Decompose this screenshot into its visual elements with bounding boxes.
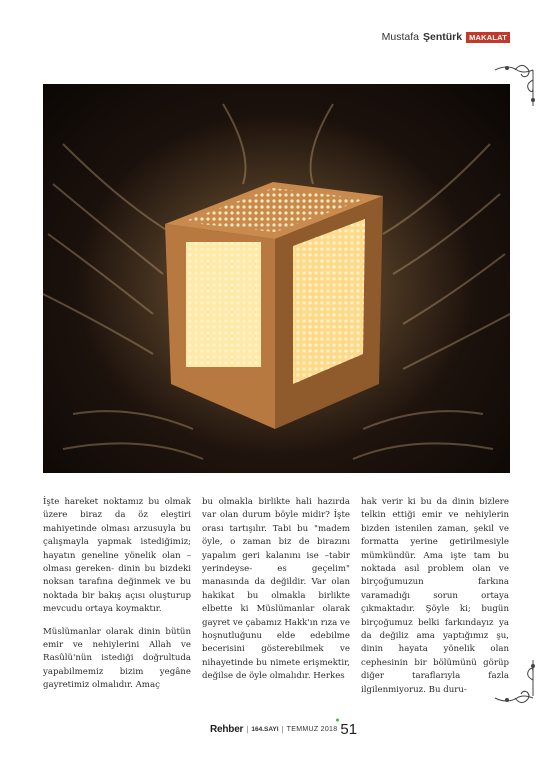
section-badge: MAKALAT	[466, 32, 510, 43]
footer-separator: |	[246, 725, 249, 734]
magazine-brand: Rehber	[210, 724, 244, 735]
lantern-image-icon	[43, 84, 510, 473]
paragraph: İşte hareket noktamız bu olmak üzere biraz da öz eleştiri mahiyetinde olması arzusuyla bu çalışmayla yapmak istediğimiz; hayatın geneline yönelik olan – olması gereken- dinin bu bizdeki noksan tarafına değinmek ve bu noktada bir bakış açısı oluşturup mevcudu ortaya koymaktır.	[43, 497, 191, 615]
page-number: 51	[340, 721, 358, 738]
paragraph: bu olmakla birlikte hali hazırda var olan durum böyle midir? İşte orası tartışılır. Tabi bu "madem öyle, o zaman biz de birazını yapalım geri kalanını ise –tabir yerindeyse- es geçelim" manasında da değildir. Var olan hakikat bu olmakla birlikte elbette ki Müslümanlar olarak gayret ve çabamız Hakk'ın rıza ve hoşnutluğunu elde edebilme becerisini gösterebilmek ve nihayetinde bu nimete erişmektir, değilse de öyle olmalıdır. Herkes	[202, 497, 350, 682]
page-footer	[210, 717, 358, 738]
footer-separator: |	[281, 725, 284, 734]
author-last-name: Şentürk	[422, 31, 463, 43]
dot-icon: ●	[335, 717, 340, 724]
issue-date: TEMMUZ 2018	[286, 726, 338, 733]
article-header	[382, 31, 510, 43]
author-first-name: Mustafa	[381, 31, 419, 43]
article-column-3	[361, 496, 509, 697]
article-column-2	[202, 496, 350, 697]
article-column-1	[43, 496, 191, 697]
article-body	[43, 496, 510, 697]
paragraph: hak verir ki bu da dinin bizlere telkin ettiği emir ve nehiylerin bizden istenilen zaman, şekil ve formatta yerine getirilmesiyle mümkündür. Ama işte tam bu noktada asıl problem olan ve birçoğumuzun farkına varamadığı sorun ortaya çıkmaktadır. Şöyle ki; bugün birçoğumuz belki farkındayız ya da değiliz ama yaptığımız şu, dinin hayata yönelik olan cephesinin bir bölümünü görüp diğer taraflarıyla fazla ilgilenmiyoruz. Bu duru-	[361, 497, 509, 695]
lantern-photo	[43, 84, 510, 473]
corner-ornament-icon	[493, 658, 537, 708]
page-number-wrap	[335, 717, 358, 738]
paragraph: Müslümanlar olarak dinin bütün emir ve nehiylerini Allah ve Rasûlü'nün istediği doğrultuda yapabilmemiz bizim yegâne gayretimiz olmalıdır. Amaç	[43, 626, 191, 691]
issue-number: 164.SAYI	[251, 726, 279, 733]
